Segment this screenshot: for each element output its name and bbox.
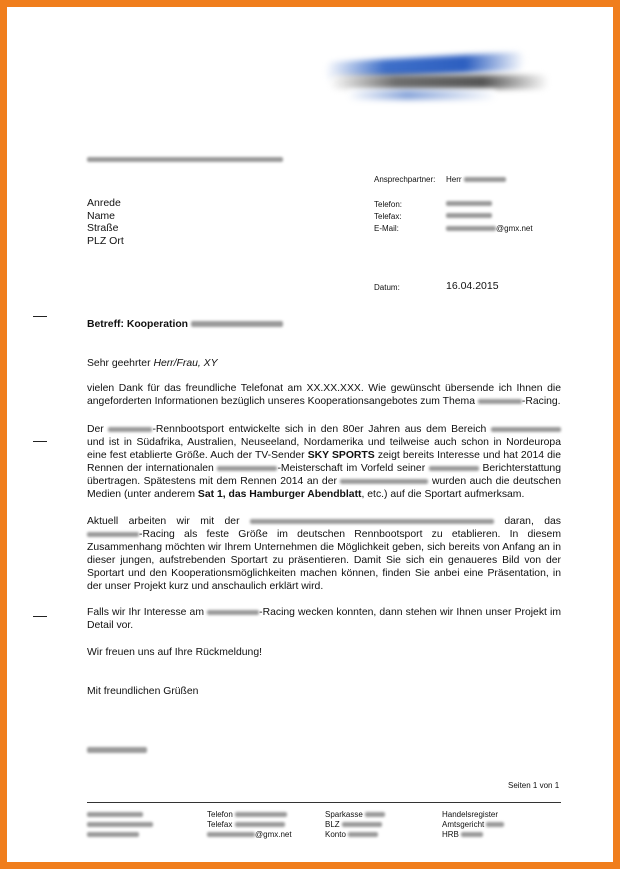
date-value: 16.04.2015	[446, 280, 499, 292]
closing: Mit freundlichen Grüßen	[87, 686, 199, 697]
footer-col-2: Telefon Telefax @gmx.net	[207, 810, 292, 839]
address-plz-ort: PLZ Ort	[87, 234, 124, 247]
footer-col-4: Handelsregister Amtsgericht HRB	[442, 810, 504, 840]
address-strasse: Straße	[87, 222, 119, 234]
fold-mark	[33, 616, 47, 617]
email-value: @gmx.net	[446, 224, 533, 233]
punch-mark	[33, 441, 47, 442]
contact-telefax	[374, 212, 402, 221]
contact-telefon	[374, 200, 402, 209]
telefon-value	[446, 201, 492, 206]
paragraph-4: Falls wir Ihr Interesse am -Racing wecken konnten, dann stehen wir Ihnen unser Projekt im Detail vor.	[87, 607, 561, 631]
ansprechpartner-value: Herr	[446, 175, 506, 184]
sender-line	[87, 151, 283, 169]
telefax-label: Telefax:	[374, 212, 402, 221]
subject-line: Betreff: Kooperation	[87, 318, 283, 331]
date-label: Datum:	[374, 283, 400, 292]
fold-mark	[33, 316, 47, 317]
signature	[87, 741, 147, 759]
contact-email	[374, 224, 533, 233]
address-name: Name	[87, 209, 116, 222]
salutation: Sehr geehrter Herr/Frau, XY	[87, 358, 218, 369]
paragraph-5: Wir freuen uns auf Ihre Rückmeldung!	[87, 647, 262, 658]
email-label: E-Mail:	[374, 224, 399, 233]
contact-ansprechpartner	[374, 175, 462, 184]
footer-col-1	[87, 810, 153, 840]
footer-divider	[87, 802, 561, 803]
telefax-value	[446, 213, 492, 218]
recipient-address	[87, 197, 124, 247]
paragraph-3: Aktuell arbeiten wir mit der daran, das -Racing als feste Größe im deutschen Rennbootsport zu etablieren. In diesem Zusammenhang möchten wir Ihrem Unternehmen die Möglichkeit geben, sich bereits von Anfang an in dieser jungen, aufstrebenden Sportart zu präsentieren. Damit Sie sich ein genaueres Bild von der Sportart und den Kooperationsmöglichkeiten machen können, finden Sie anbei eine Präsentation, in der unser Projekt kurz und anschaulich erklärt wird.	[87, 516, 562, 592]
footer-col-3: Sparkasse BLZ Konto	[325, 810, 385, 840]
paragraph-1: vielen Dank für das freundliche Telefonat am XX.XX.XXX. Wie gewünscht übersende ich Ihnen die angeforderten Informationen bezüglich unseres Kooperationsangebotes zum Thema -Racing.	[87, 383, 561, 407]
page-info: Seiten 1 von 1	[508, 781, 560, 790]
telefon-label: Telefon:	[374, 200, 403, 209]
ansprechpartner-label: Ansprechpartner:	[374, 175, 436, 184]
address-anrede: Anrede	[87, 197, 121, 209]
paragraph-2: Der -Rennbootsport entwickelte sich in den 80er Jahren aus dem Bereich und ist in Südafrika, Australien, Neuseeland, Nordamerika und teilweise auch schon in Nordeuropa eine fest etablierte Größe. Auch der TV-Sender SKY SPORTS zeigt bereits Interesse und hat 2014 die Rennen der internationalen -Meisterschaft im Vorfeld seiner Berichterstattung übertragen. Spätestens mit dem Rennen 2014 an der wurden auch die deutschen Medien (unter anderem Sat 1, das Hamburger Abendblatt, etc.) auf die Sportart aufmerksam.	[87, 424, 562, 500]
